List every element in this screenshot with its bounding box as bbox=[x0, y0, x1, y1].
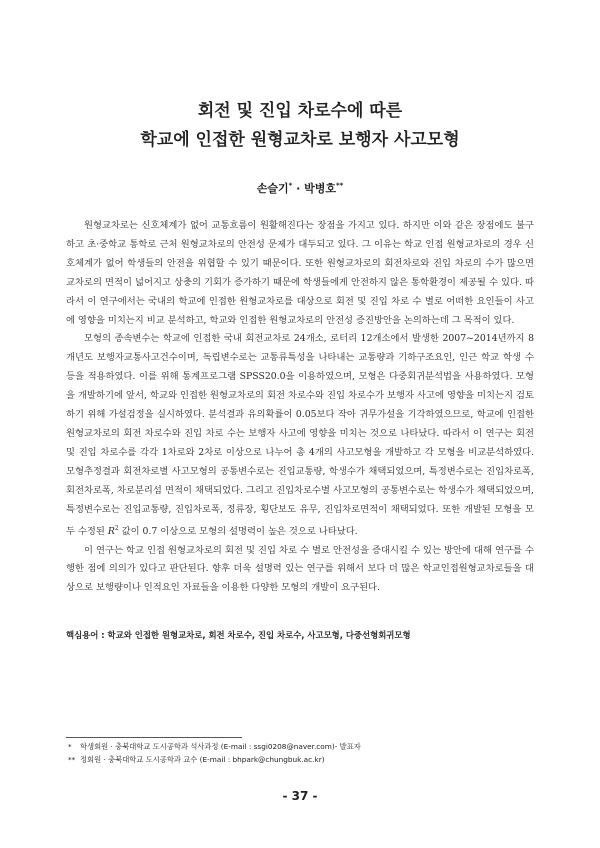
abstract-text: 값이 0.7 이상으로 모형의 설명력이 높은 것으로 나타났다. bbox=[118, 525, 358, 537]
paper-title-line-1: 회전 및 진입 차로수에 따른 bbox=[197, 101, 403, 121]
footnote-text: 정회원 · 충북대학교 도시공학과 교수 (E-mail : bhpark@chungbuk.ac.kr) bbox=[80, 754, 325, 764]
abstract-body bbox=[66, 217, 534, 598]
abstract-text: 모형의 종속변수는 학교에 인접한 국내 회전교차로 24개소, 로터리 12개소에서 발생한 2007~2014년까지 8개년도 보행자교통사고건수이며, 독립변수로는 교통류특성을 나타내는 교통량과 기하구조요인, 인근 학교 학생 수 등을 적용하였다. 이를 위해 통계프로그램 SPSS20.0을 이용하였으며, 모형은 다중회귀분석법을 사용하였다. 모형을 개발하기에 앞서, 학교와 인접한 원형교차로의 회전 차로수와 진입 차로수가 보행자 사고에 영향을 미치는지 검토하기 위해 가설검정을 실시하였다. 분석결과 유의확률이 0.05보다 작아 귀무가설을 기각하였으므로, 학교에 인접한 원형교차로의 회전 차로수와 진입 차로 수는 보행자 사고에 영향을 미치는 것으로 나타났다. 따라서 이 연구는 회전 및 진입 차로수를 각각 1차로와 2차로 이상으로 나누어 총 4개의 사고모형을 개발하고 각 모형을 비교분석하였다. 모형추정결과 회전차로별 사고모형의 공통변수로는 진입교통량, 학생수가 채택되었으며, 특정변수로는 진입차로폭, 회전차로폭, 차로분리섬 면적이 채택되었다. 그리고 진입차로수별 사고모형의 공통변수로는 학생수가 채택되었으며, 특정변수로는 진입교통량, 진입차로폭, 정류장, 횡단보도 유무, 진입차로면적이 채택되었다. 또한 개발된 모형을 모두 수정된 bbox=[66, 333, 534, 537]
keywords-line: 핵심용어 : 학교와 인접한 원형교차로, 회전 차로수, 진입 차로수, 사고모형, 다중선형회귀모형 bbox=[66, 630, 411, 640]
footnote-item bbox=[68, 754, 538, 767]
r-squared-symbol bbox=[108, 526, 119, 537]
footnote-divider bbox=[66, 737, 242, 738]
author-footnote-mark: * bbox=[288, 181, 293, 190]
footnote-text: 학생회원 · 충북대학교 도시공학과 석사과정 (E-mail : ssgi0208@naver.com)- 발표자 bbox=[80, 742, 361, 751]
author-list bbox=[0, 180, 600, 196]
footnote-mark: ** bbox=[68, 754, 76, 764]
author-name: 손슬기 bbox=[256, 182, 289, 195]
author-footnote-mark: ** bbox=[335, 181, 344, 190]
abstract-paragraph bbox=[66, 330, 534, 541]
author-name: 박병호 bbox=[304, 182, 336, 195]
r-squared-exponent: 2 bbox=[114, 524, 119, 532]
abstract-paragraph: 이 연구는 학교 인접 원형교차로의 회전 및 진입 차로 수 별로 안전성을 증대시킬 수 있는 방안에 대해 연구를 수행한 점에 의의가 있다고 판단된다. 향후 더욱 설명력 있는 연구를 위해서 보다 더 많은 학교인접원형교차로들을 대상으로 보행량이나 인적요인 자료들을 이용한 다양한 모형의 개발이 요구된다. bbox=[66, 544, 534, 594]
abstract-paragraph: 원형교차로는 신호체계가 없어 교통흐름이 원활해진다는 장점을 가지고 있다. 하지만 이와 같은 장점에도 불구하고 초·중학교 통학로 근처 원형교차로의 안전성 문제가 대두되고 있다. 그 이유는 학교 인접 원형교차로의 경우 신호체계가 없어 학생들의 안전을 위협할 수 있기 때문이다. 또한 원형교차로의 회전차로와 진입 차로의 수가 많으면 교차로의 면적이 넓어지고 상충의 기회가 증가하기 때문에 학생들에게 안전하지 않은 통학환경이 제공될 수 있다. 따라서 이 연구에서는 국내의 학교에 인접한 원형교차로를 대상으로 회전 및 진입 차로 수 별로 어떠한 요인들이 사고에 영향을 미치는지 비교 분석하고, 학교와 인접한 원형교차로의 안전성 증진방안을 논의하는데 그 목적이 있다. bbox=[66, 220, 534, 326]
footnote-item bbox=[68, 741, 538, 754]
footnotes bbox=[68, 741, 538, 766]
page-number: - 37 - bbox=[282, 789, 318, 803]
paper-title-line-2: 학교에 인접한 원형교차로 보행자 사고모형 bbox=[140, 130, 460, 150]
author-separator: · bbox=[292, 182, 305, 195]
footnote-mark: * bbox=[68, 742, 72, 751]
r-squared-letter: R bbox=[107, 525, 115, 537]
